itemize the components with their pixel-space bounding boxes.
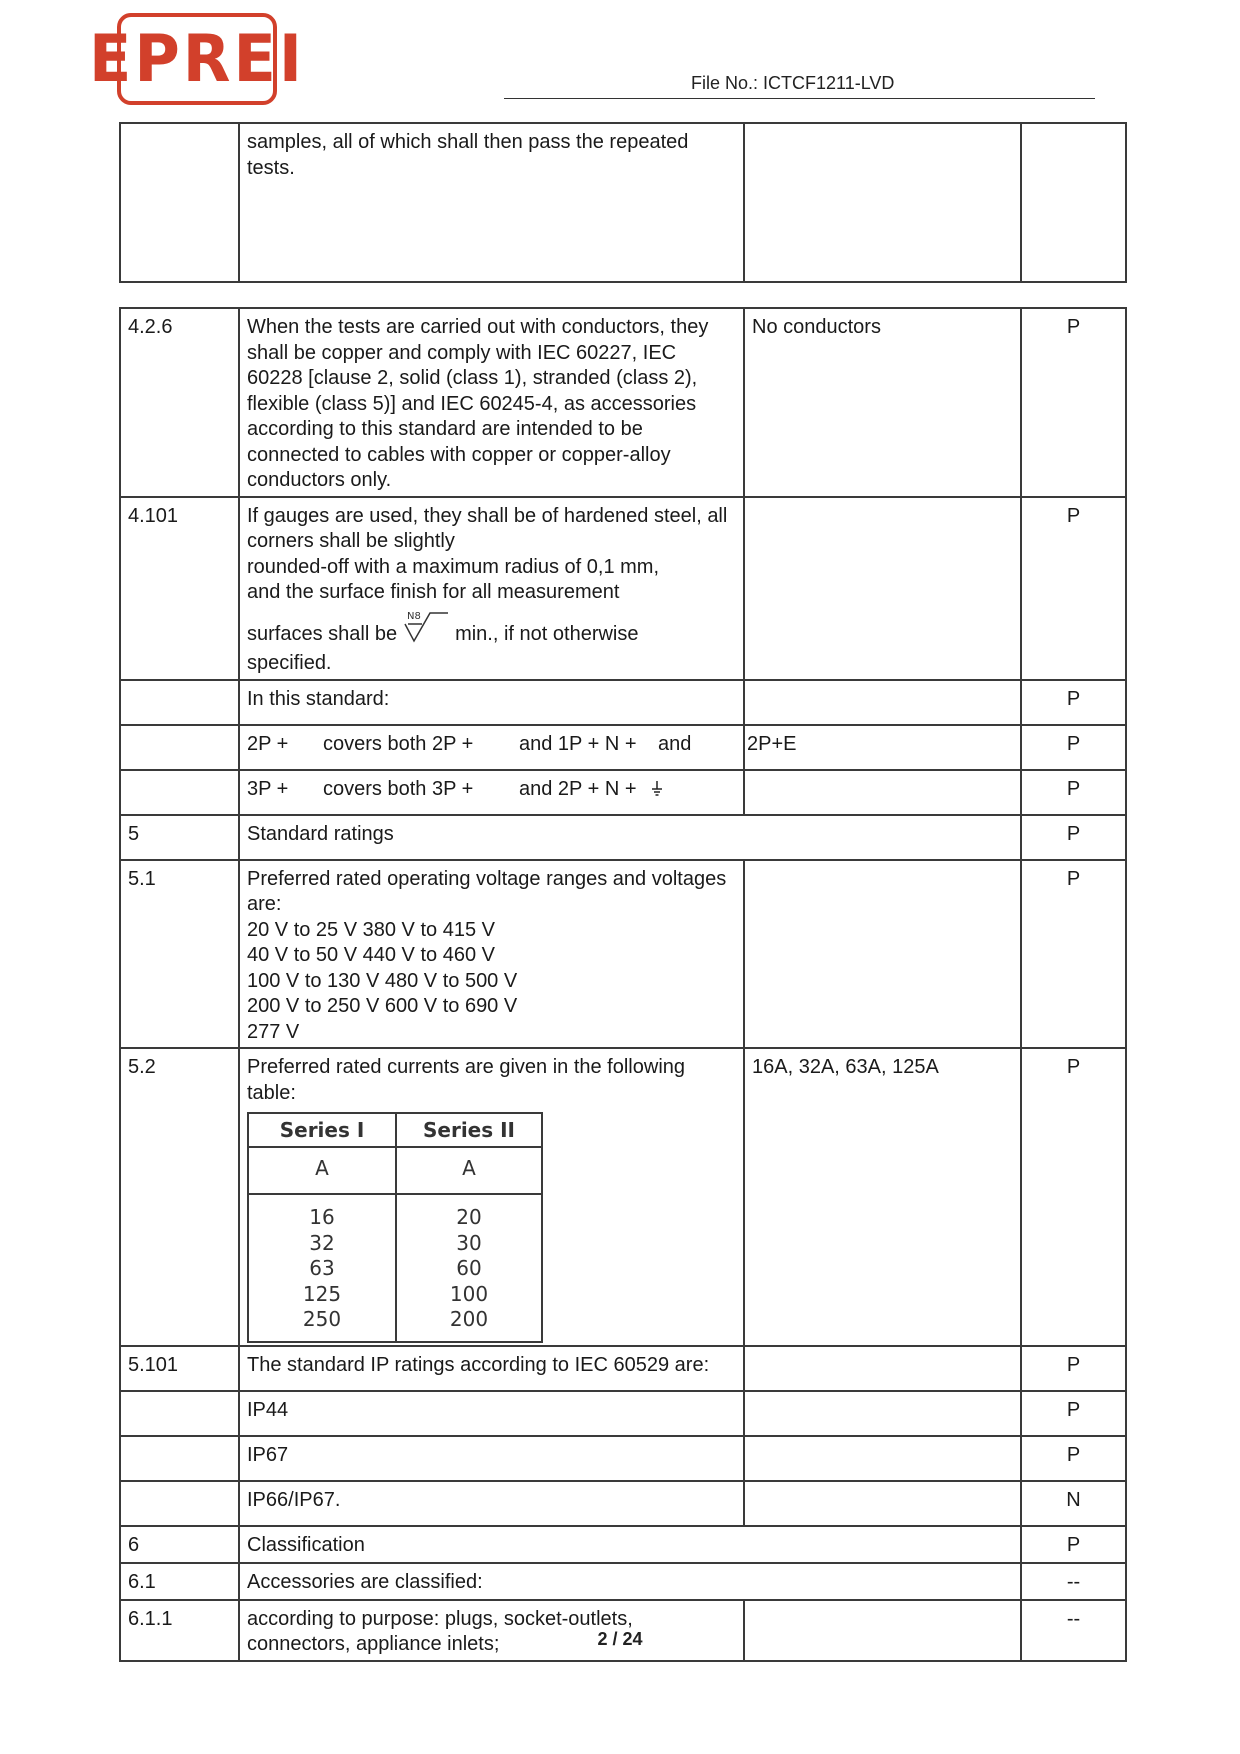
table-row [120,680,1126,725]
table-row [120,815,1126,860]
surface-roughness-icon [403,610,449,652]
surface-finish-line [247,610,736,652]
pole-config: 3P + [247,777,289,800]
current-value: 63 [309,1256,335,1280]
requirement-cell [239,860,744,1049]
result-cell [744,1436,1021,1481]
table-row [120,1346,1126,1391]
result-cell [744,680,1021,725]
table-row [120,123,1126,282]
verdict-cell: -- [1021,1600,1126,1661]
clause-cell [120,725,239,770]
table-row [120,1048,1126,1346]
requirement-line: are: [247,893,282,915]
table-row [120,308,1126,497]
requirement-line: specified. [247,652,332,674]
requirement-cell: Classification [239,1526,1021,1563]
clause-cell: 4.101 [120,497,239,680]
verdict-cell: P [1021,680,1126,725]
series-2-values [396,1194,542,1342]
header-rule [504,98,1095,99]
result-cell [744,1391,1021,1436]
requirement-line: tests. [247,156,295,179]
series-1-title: Series I [248,1113,396,1147]
requirement-cell: The standard IP ratings according to IEC 60529 are: [239,1346,744,1391]
series-values-row [248,1194,542,1342]
requirement-cell: IP66/IP67. [239,1481,744,1526]
verdict-cell: P [1021,1526,1126,1563]
table-row [120,770,1126,815]
current-value: 16 [309,1205,335,1229]
requirement-line: according to this standard are intended to be [247,418,643,440]
roughness-label: N8 [407,610,421,622]
result-cell [744,770,1021,815]
clause-cell: 6.1 [120,1563,239,1600]
verdict-cell: P [1021,1391,1126,1436]
requirement-line: flexible (class 5)] and IEC 60245-4, as accessories [247,392,697,415]
clause-cell [120,1481,239,1526]
current-value: 100 [449,1281,489,1306]
requirement-line: shall be copper and comply with IEC 60227, IEC [247,341,677,364]
pole-config: 2P + [247,732,289,755]
clause-cell: 6 [120,1526,239,1563]
result-cell: No conductors [744,308,1021,497]
series-1-values [248,1194,396,1342]
verdict-cell: P [1021,815,1126,860]
result-cell: 2P+E [744,725,1021,770]
and-word: and [658,732,692,755]
requirement-line: Preferred rated operating voltage ranges and voltages [247,867,727,890]
requirement-cell [239,1048,744,1346]
table-row [120,860,1126,1049]
company-logo [89,13,305,105]
result-cell: 16A, 32A, 63A, 125A [744,1048,1021,1346]
page-number: 2 / 24 [597,1629,643,1649]
series-unit-row [248,1147,542,1195]
and-text: and 2P + N + [519,777,637,800]
voltage-line: 40 V to 50 V 440 V to 460 V [247,944,495,966]
table-row [120,1436,1126,1481]
requirement-line: Preferred rated currents are given in the following [247,1056,686,1078]
requirement-line: samples, all of which shall then pass the repeated [247,131,689,153]
current-value: 32 [309,1230,335,1255]
result-cell [744,1481,1021,1526]
clause-cell [120,1391,239,1436]
requirement-line: corners shall be slightly [247,530,455,552]
requirement-cell [239,725,744,770]
requirement-line: 60228 [clause 2, solid (class 1), stranded (class 2), [247,367,698,389]
verdict-cell: N [1021,1481,1126,1526]
table-row [120,725,1126,770]
requirement-line: When the tests are carried out with conductors, they [247,316,709,338]
covers-text: covers both 3P + [323,777,474,800]
requirement-cell [239,497,744,680]
continuation-table [119,122,1127,283]
requirement-line: connected to cables with copper or copper-alloy [247,443,671,466]
rated-currents-table [247,1112,543,1343]
clause-cell: 4.2.6 [120,308,239,497]
clause-cell: 5.2 [120,1048,239,1346]
series-2-unit: A [396,1147,542,1195]
clause-cell [120,680,239,725]
voltage-line: 277 V [247,1020,300,1043]
surface-text-before: surfaces shall be [247,622,398,645]
requirement-cell [239,308,744,497]
requirement-cell: IP67 [239,1436,744,1481]
table-row [120,1481,1126,1526]
clause-cell [120,1436,239,1481]
verdict-cell: P [1021,1346,1126,1391]
verdict-cell: P [1021,497,1126,680]
result-cell [744,1346,1021,1391]
table-row [120,1526,1126,1563]
verdict-cell: P [1021,1436,1126,1481]
requirement-cell: Standard ratings [239,815,1021,860]
verdict-cell [1021,123,1126,282]
earth-icon [651,779,663,805]
requirement-cell [239,123,744,282]
series-1-unit: A [248,1147,396,1195]
verdict-cell: P [1021,308,1126,497]
verdict-cell: P [1021,725,1126,770]
result-cell [744,497,1021,680]
file-number: File No.: ICTCF1211-LVD [691,73,895,93]
requirement-cell [239,770,744,815]
current-value: 30 [456,1230,482,1255]
requirement-line: according to purpose: plugs, socket-outlets, [247,1607,633,1630]
current-value: 20 [456,1205,482,1229]
clause-cell: 6.1.1 [120,1600,239,1661]
logo-text: EPREI [89,20,305,97]
current-value: 200 [449,1307,489,1331]
clause-cell [120,123,239,282]
surface-text-after: min., if not otherwise [455,622,639,645]
requirement-cell: In this standard: [239,680,744,725]
result-cell [744,860,1021,1049]
current-value: 125 [302,1281,342,1306]
result-cell [744,123,1021,282]
series-header-row [248,1113,542,1147]
requirement-line: and the surface finish for all measurement [247,581,620,603]
verdict-cell: P [1021,1048,1126,1346]
clause-cell [120,770,239,815]
requirement-line: table: [247,1081,296,1104]
voltage-line: 20 V to 25 V 380 V to 415 V [247,918,495,941]
clause-cell: 5.101 [120,1346,239,1391]
requirement-line: conductors only. [247,469,392,491]
voltage-line: 100 V to 130 V 480 V to 500 V [247,969,518,992]
verdict-cell: -- [1021,1563,1126,1600]
table-row [120,1391,1126,1436]
voltage-line: 200 V to 250 V 600 V to 690 V [247,995,518,1017]
table-row [120,497,1126,680]
requirement-cell: Accessories are classified: [239,1563,1021,1600]
current-value: 250 [302,1307,342,1331]
current-value: 60 [456,1256,482,1280]
table-row [120,1563,1126,1600]
requirement-line: connectors, appliance inlets; [247,1633,500,1655]
clause-cell: 5.1 [120,860,239,1049]
requirement-cell: IP44 [239,1391,744,1436]
clause-cell: 5 [120,815,239,860]
requirement-line: If gauges are used, they shall be of hardened steel, all [247,504,728,527]
covers-text: covers both 2P + [323,732,474,755]
clause-table [119,307,1127,1662]
and-text: and 1P + N + [519,732,637,755]
verdict-cell: P [1021,770,1126,815]
requirement-line: rounded-off with a maximum radius of 0,1 mm, [247,555,660,578]
series-2-title: Series II [396,1113,542,1147]
verdict-cell: P [1021,860,1126,1049]
